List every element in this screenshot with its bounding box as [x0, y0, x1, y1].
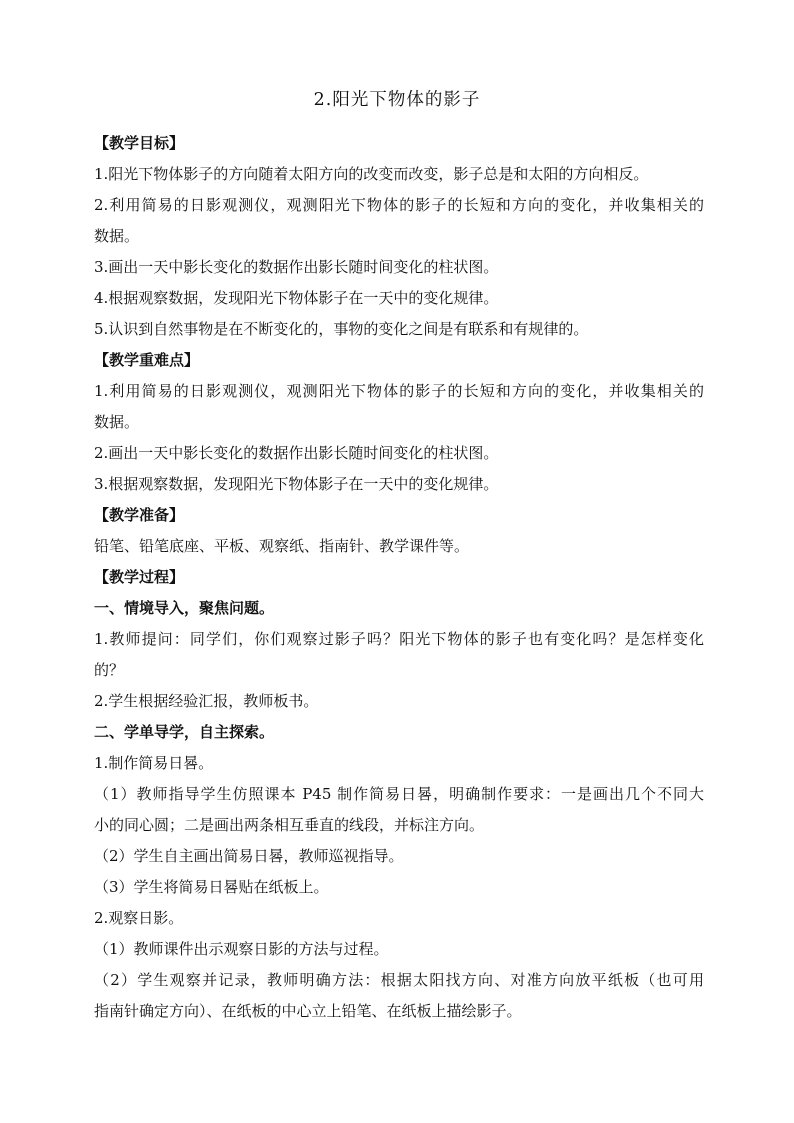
- objective-item: 2.利用简易的日影观测仪，观测阳光下物体的影子的长短和方向的变化，并收集相关的: [94, 196, 704, 214]
- document-body: [94, 128, 704, 1027]
- process-part2-item: （3）学生将简易日晷贴在纸板上。: [94, 878, 329, 896]
- key-point-item: 3.根据观察数据，发现阳光下物体影子在一天中的变化规律。: [94, 475, 499, 493]
- key-point-item: 1.利用简易的日影观测仪，观测阳光下物体的影子的长短和方向的变化，并收集相关的: [94, 382, 704, 400]
- objective-item: 4.根据观察数据，发现阳光下物体影子在一天中的变化规律。: [94, 289, 499, 307]
- preparation-heading: 【教学准备】: [94, 506, 185, 524]
- process-part1-item: 1.教师提问：同学们，你们观察过影子吗？阳光下物体的影子也有变化吗？是怎样变化: [94, 630, 704, 648]
- page-title: 2.阳光下物体的影子: [313, 90, 481, 110]
- process-part2-item: （2）学生自主画出简易日晷，教师巡视指导。: [94, 847, 404, 865]
- process-part2-item: （1）教师指导学生仿照课本 P45 制作简易日晷，明确制作要求：一是画出几个不同大: [94, 785, 704, 803]
- process-part1-heading: 一、情境导入，聚焦问题。: [94, 599, 275, 617]
- key-point-item: 数据。: [94, 413, 140, 431]
- process-part2-item: 指南针确定方向）、在纸板的中心立上铅笔、在纸板上描绘影子。: [94, 1002, 522, 1020]
- key-points-heading: 【教学重难点】: [94, 351, 200, 369]
- objective-item: 数据。: [94, 227, 140, 245]
- objectives-heading: 【教学目标】: [94, 134, 185, 152]
- objective-item: 1.阳光下物体影子的方向随着太阳方向的改变而改变，影子总是和太阳的方向相反。: [94, 165, 649, 183]
- process-part1-item: 2.学生根据经验汇报，教师板书。: [94, 692, 319, 710]
- preparation-text: 铅笔、铅笔底座、平板、观察纸、指南针、教学课件等。: [94, 537, 470, 555]
- process-heading: 【教学过程】: [94, 568, 185, 586]
- key-point-item: 2.画出一天中影长变化的数据作出影长随时间变化的柱状图。: [94, 444, 499, 462]
- process-part2-item: （1）教师课件出示观察日影的方法与过程。: [94, 940, 389, 958]
- process-part2-item: 小的同心圆；二是画出两条相互垂直的线段，并标注方向。: [94, 816, 485, 834]
- objective-item: 3.画出一天中影长变化的数据作出影长随时间变化的柱状图。: [94, 258, 499, 276]
- process-part2-item: 1.制作简易日晷。: [94, 754, 214, 772]
- process-part2-heading: 二、学单导学，自主探索。: [94, 723, 275, 741]
- process-part2-item: （2）学生观察并记录，教师明确方法：根据太阳找方向、对准方向放平纸板（也可用: [94, 971, 704, 989]
- process-part1-item: 的？: [94, 661, 125, 679]
- process-part2-item: 2.观察日影。: [94, 909, 184, 927]
- objective-item: 5.认识到自然事物是在不断变化的，事物的变化之间是有联系和有规律的。: [94, 320, 589, 338]
